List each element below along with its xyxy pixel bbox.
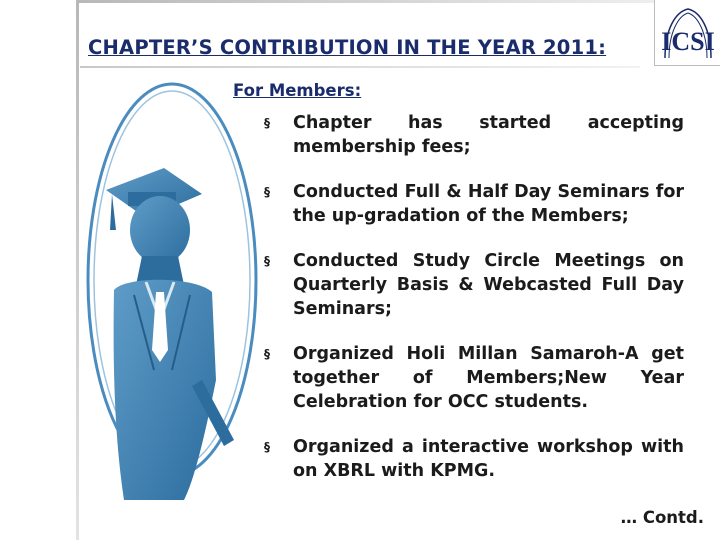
bullet-marker: §: [264, 116, 270, 130]
icsi-logo-icon: [654, 0, 720, 66]
bullet-text: Conducted Full & Half Day Seminars for the up-gradation of the Members;: [293, 182, 684, 226]
frame-top-border: [76, 0, 656, 3]
continued-label: … Contd.: [620, 508, 704, 527]
list-item: [262, 180, 684, 228]
bullet-list: [262, 111, 684, 504]
bullet-marker: §: [264, 254, 270, 268]
bullet-text: Organized Holi Millan Samaroh-A get together of Members;New Year Celebration for OCC students.: [293, 344, 684, 412]
bullet-marker: §: [264, 185, 270, 199]
title-divider: [80, 66, 640, 68]
list-item: [262, 249, 684, 321]
svg-text:ICSI: ICSI: [661, 27, 715, 56]
list-item: [262, 111, 684, 159]
bullet-marker: §: [264, 347, 270, 361]
graduate-silhouette-icon: [84, 80, 259, 500]
section-subtitle: For Members:: [233, 81, 362, 100]
list-item: [262, 435, 684, 483]
frame-left-border: [76, 0, 79, 540]
bullet-text: Chapter has started accepting membership fees;: [293, 113, 684, 157]
bullet-text: Conducted Study Circle Meetings on Quarterly Basis & Webcasted Full Day Seminars;: [293, 251, 684, 319]
slide-title: CHAPTER’S CONTRIBUTION IN THE YEAR 2011:: [88, 36, 607, 59]
list-item: [262, 342, 684, 414]
bullet-text: Organized a interactive workshop with on XBRL with KPMG.: [293, 437, 684, 481]
bullet-marker: §: [264, 440, 270, 454]
